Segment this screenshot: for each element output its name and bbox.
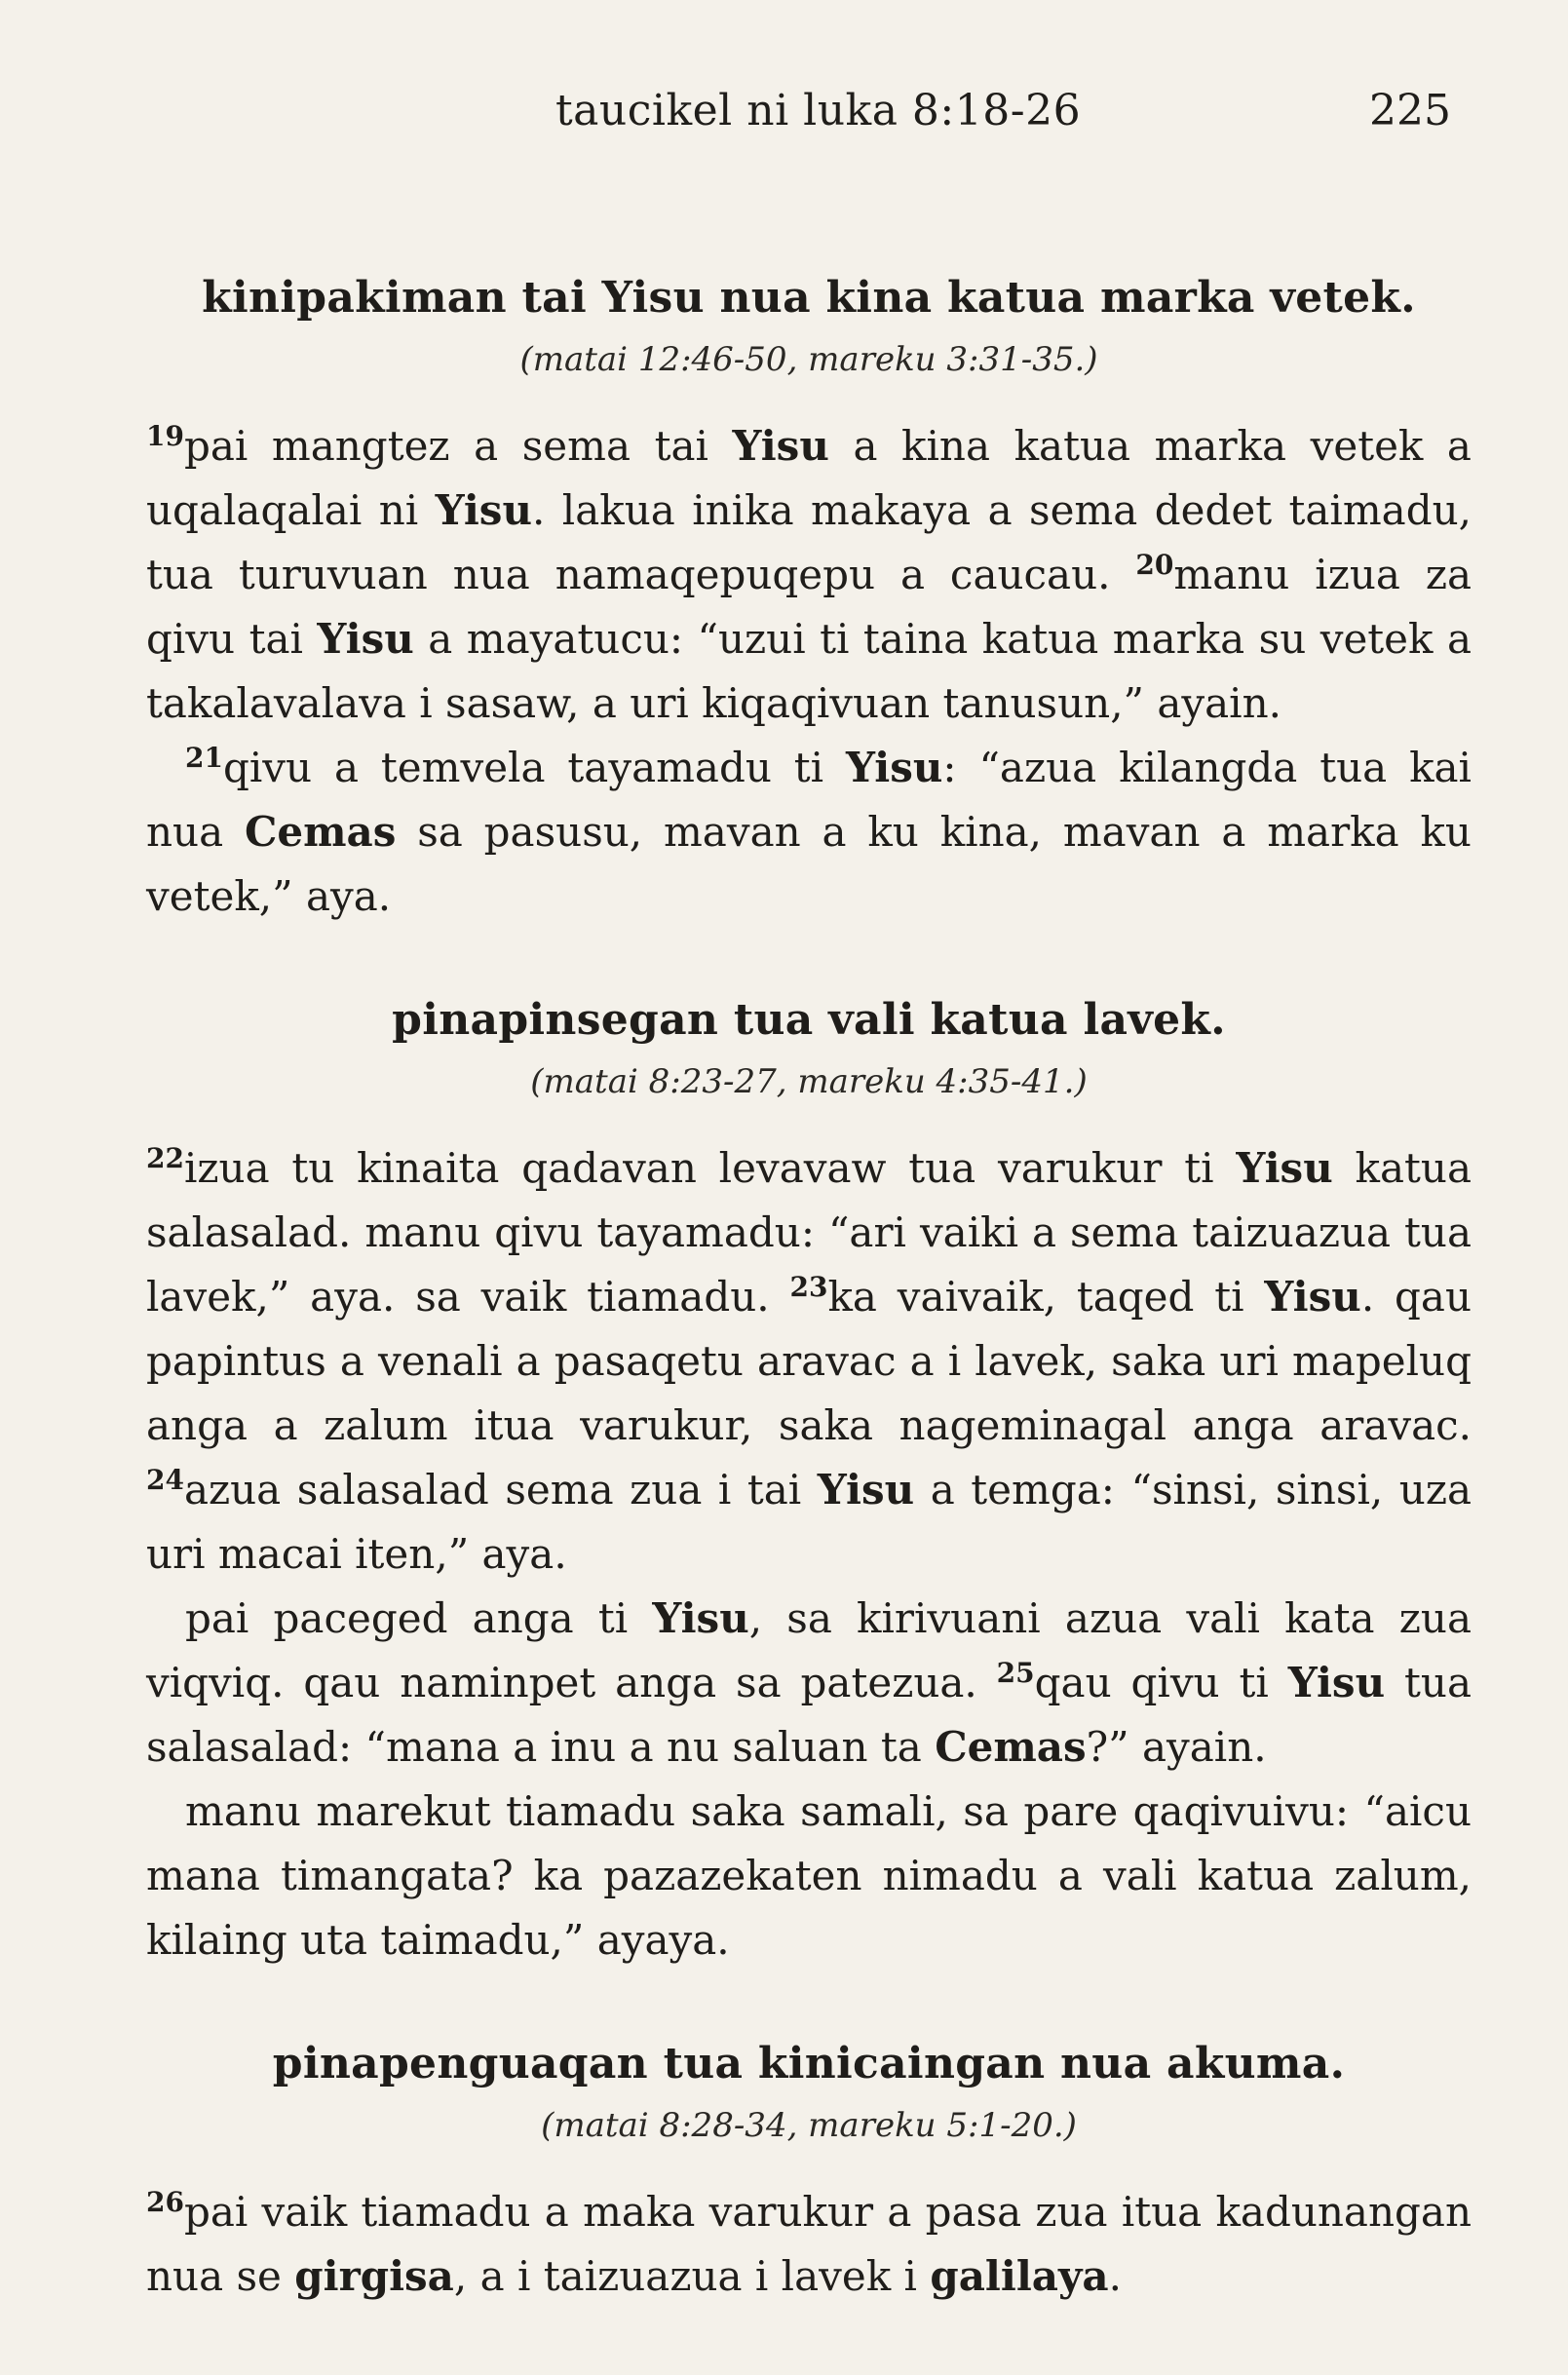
paragraph xyxy=(146,1587,1472,1780)
section-1 xyxy=(146,273,1472,929)
page-content xyxy=(146,244,1472,2375)
verse-text: ka vaivaik, taqed ti xyxy=(827,1273,1265,1321)
place-bold: galilaya xyxy=(930,2252,1109,2300)
paragraph xyxy=(146,1136,1472,1587)
verse-text: sa pasusu, mavan a ku kina, mavan a marka ku vetek,” aya. xyxy=(146,808,1472,920)
paragraph xyxy=(146,2180,1472,2309)
name-bold: Yisu xyxy=(732,422,829,470)
section-3 xyxy=(146,2039,1472,2309)
verse-text: . xyxy=(1108,2252,1122,2300)
name-bold: Yisu xyxy=(1287,1659,1386,1706)
verse-text: a temga: “sinsi, sinsi, uza uri macai iten,” aya. xyxy=(146,1466,1472,1578)
paragraph xyxy=(146,414,1472,736)
verse-text: manu marekut tiamadu saka samali, sa pare qaqivuivu: “aicu mana timangata? ka pazazekaten nimadu a vali katua zalum, kilaing uta taimadu,” ayaya. xyxy=(146,1787,1472,1964)
place-bold: girgisa xyxy=(294,2252,454,2300)
verse-text: , a i taizuazua i lavek i xyxy=(453,2252,931,2300)
verse-text: tua salasalad: “mana a inu a nu saluan ta xyxy=(146,1659,1472,1771)
verse-text: . lakua inika makaya a sema dedet taimadu, tua turuvuan nua namaqepuqepu a caucau. xyxy=(146,486,1472,598)
name-bold: Cemas xyxy=(244,808,397,856)
verse-text: pai mangtez a sema tai xyxy=(183,422,733,470)
verse-number: 25 xyxy=(996,1657,1035,1689)
verse-text: katua salasalad. manu qivu tayamadu: “ari vaiki a sema taizuazua tua lavek,” aya. sa vaik tiamadu. xyxy=(146,1144,1472,1321)
paragraph xyxy=(146,1780,1472,1973)
verse-text: izua tu kinaita qadavan levavaw tua varukur ti xyxy=(183,1144,1237,1192)
section-heading: kinipakiman tai Yisu nua kina katua marka vetek. xyxy=(202,273,1416,323)
cross-reference: (matai 8:28-34, mareku 5:1-20.) xyxy=(541,2106,1077,2145)
name-bold: Yisu xyxy=(435,486,532,534)
verse-number: 23 xyxy=(789,1271,828,1303)
name-bold: Yisu xyxy=(1236,1144,1333,1192)
verse-text: a mayatucu: “uzui ti taina katua marka su vetek a takalavalava i sasaw, a uri kiqaqivuan tanusun,” ayain. xyxy=(146,615,1472,727)
name-bold: Cemas xyxy=(935,1723,1087,1771)
running-head xyxy=(146,86,1451,144)
verse-text: azua salasalad sema zua i tai xyxy=(183,1466,818,1513)
name-bold: Yisu xyxy=(652,1594,749,1642)
section-2 xyxy=(146,995,1472,1973)
verse-text: : “azua kilangda tua kai nua xyxy=(146,744,1472,856)
verse-number: 20 xyxy=(1135,549,1174,581)
page-number: 225 xyxy=(1369,86,1451,135)
verse-number: 19 xyxy=(146,420,184,452)
name-bold: Yisu xyxy=(817,1466,915,1513)
cross-reference: (matai 8:23-27, mareku 4:35-41.) xyxy=(530,1062,1088,1101)
name-bold: Yisu xyxy=(1264,1273,1361,1321)
verse-text: , sa kirivuani azua vali kata zua viqviq. qau naminpet anga sa patezua. xyxy=(146,1594,1472,1706)
verse-text: a kina katua marka vetek a uqalaqalai ni xyxy=(146,422,1472,534)
verse-text: ?” ayain. xyxy=(1086,1723,1267,1771)
verse-text: . qau papintus a venali a pasaqetu aravac a i lavek, saka uri mapeluq anga a zalum itua varukur, saka nageminagal anga aravac. xyxy=(146,1273,1472,1449)
section-heading: pinapenguaqan tua kinicaingan nua akuma. xyxy=(272,2039,1346,2088)
verse-number: 24 xyxy=(146,1464,184,1496)
verse-text: qau qivu ti xyxy=(1034,1659,1288,1706)
running-head-title: taucikel ni luka 8:18-26 xyxy=(555,86,1082,135)
section-heading: pinapinsegan tua vali katua lavek. xyxy=(392,995,1226,1045)
verse-text: pai paceged anga ti xyxy=(185,1594,653,1642)
name-bold: Yisu xyxy=(317,615,414,663)
verse-text: qivu a temvela tayamadu ti xyxy=(222,744,847,791)
verse-number: 21 xyxy=(185,742,223,774)
verse-number: 26 xyxy=(146,2186,184,2218)
name-bold: Yisu xyxy=(846,744,943,791)
paragraph xyxy=(146,736,1472,929)
verse-text: pai vaik tiamadu a maka varukur a pasa zua itua kadunangan nua se xyxy=(146,2188,1472,2300)
verse-text: manu izua za qivu tai xyxy=(146,551,1472,663)
verse-number: 22 xyxy=(146,1142,184,1174)
cross-reference: (matai 12:46-50, mareku 3:31-35.) xyxy=(519,340,1098,379)
